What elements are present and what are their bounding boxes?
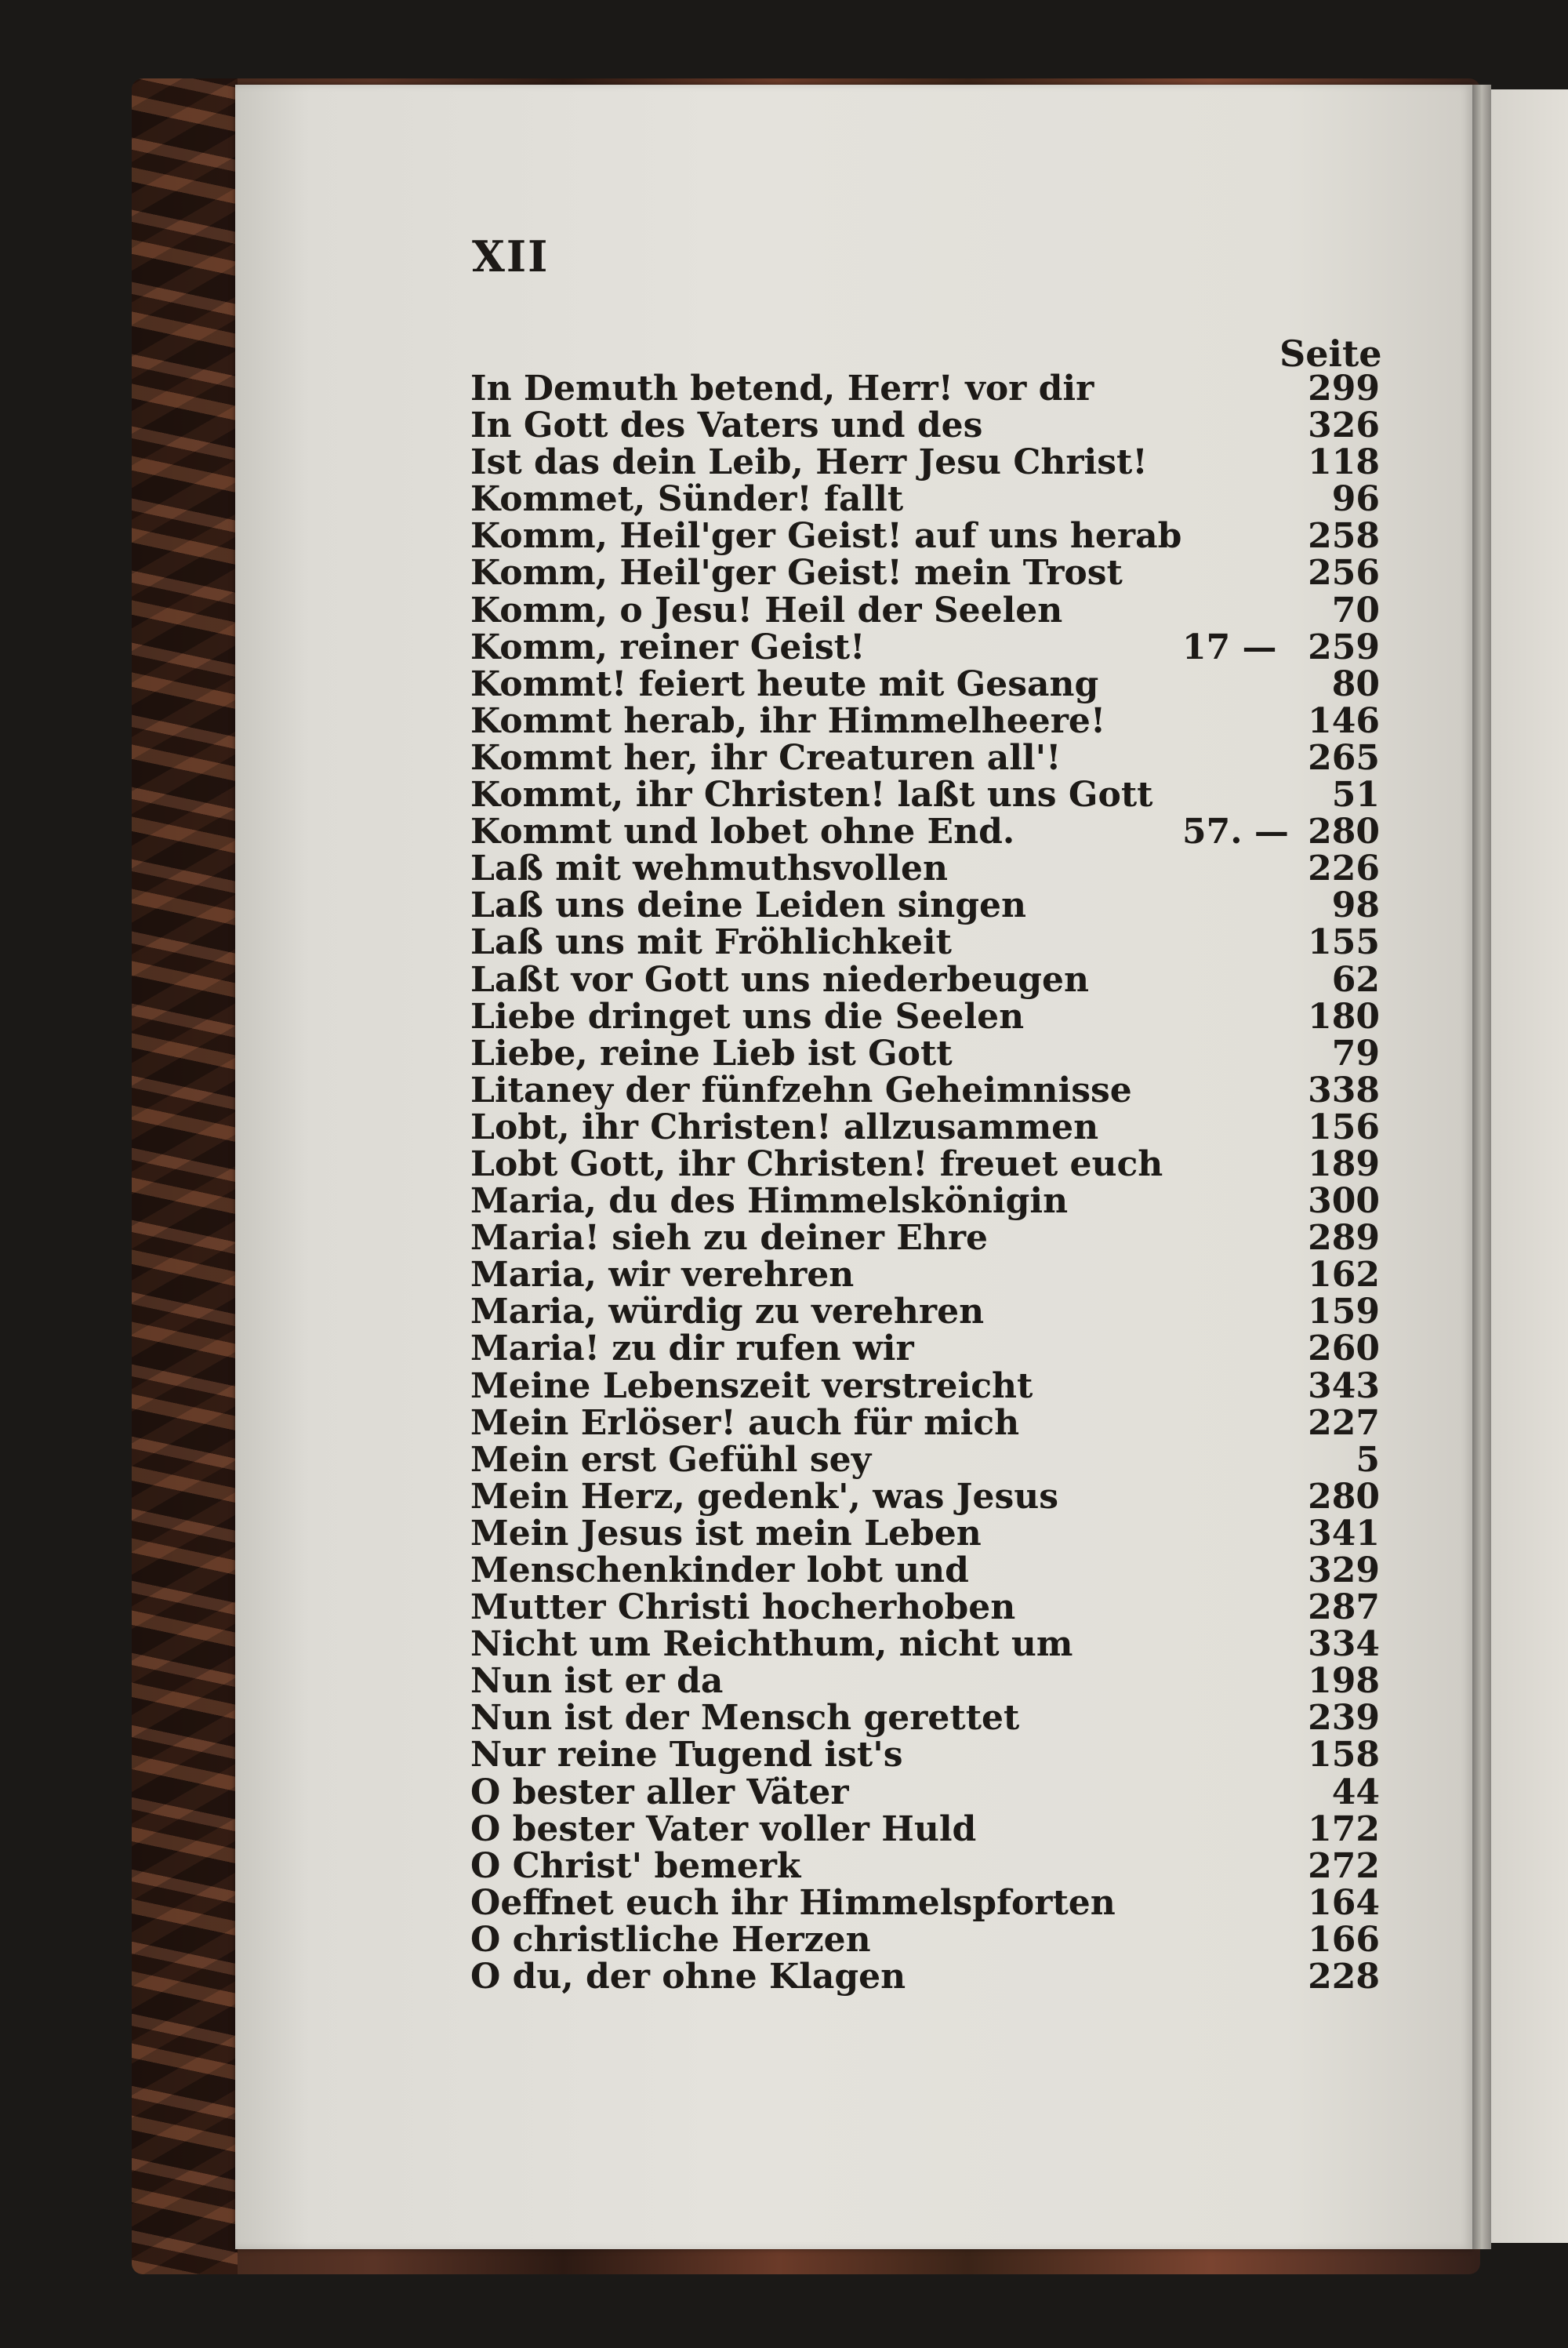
index-entry [470,1845,1380,1886]
entry-title: Laß uns deine Leiden singen [470,885,1026,926]
facing-page-text-fragment [1501,1952,1563,1983]
facing-page-text-fragment [1501,1011,1563,1042]
entry-title: Liebe, reine Lieb ist Gott [470,1033,953,1074]
facing-page-text-fragment [1501,383,1563,415]
entry-page-number: 280 [1308,1476,1380,1517]
facing-page-text-fragment [1501,1262,1563,1293]
index-entry [470,629,1380,666]
facing-page-text-fragment [1501,854,1563,885]
facing-page-text-fragment [1501,1544,1563,1576]
index-entry [470,1735,1380,1776]
entry-title: In Gott des Vaters und des [470,405,983,446]
index-entry [470,1072,1380,1109]
entry-page-number: 98 [1331,885,1380,926]
entry-page-number: 299 [1308,369,1380,409]
facing-page-text-fragment [1501,1764,1563,1795]
facing-page-text-fragment [1501,666,1563,697]
facing-page-text-fragment [1501,1387,1563,1419]
index-entry [470,370,1380,407]
entry-page-number: 256 [1308,553,1380,594]
index-entry [470,961,1380,998]
index-entry [470,1109,1380,1146]
index-entry [470,1958,1380,1995]
index-entry [470,1293,1380,1330]
entry-title: O christliche Herzen [470,1919,871,1960]
entry-page-number: 162 [1308,1255,1380,1296]
entry-title: O bester aller Väter [470,1772,849,1812]
facing-page-text-fragment [1501,697,1563,729]
index-entry [470,775,1380,816]
facing-page-text-fragment [1501,1701,1563,1732]
facing-page-text-fragment [1501,1136,1563,1168]
index-entry [470,1441,1380,1478]
entry-page-number: 118 [1308,442,1380,483]
facing-page-text-fragment [1501,1105,1563,1136]
entry-title: O du, der ohne Klagen [470,1957,906,1997]
entry-page-number: 289 [1308,1218,1380,1259]
entry-title: Komm, reiner Geist! [470,627,866,667]
marbled-cover-edge [132,78,238,2274]
entry-title: Mein Jesus ist mein Leben [470,1513,982,1554]
index-entry [470,1365,1380,1406]
entry-title: Litaney der fünfzehn Geheimnisse [470,1070,1132,1110]
entry-page-number: 265 [1308,737,1380,778]
facing-page-text-fragment [1501,980,1563,1011]
entry-page-number: 146 [1308,700,1380,741]
index-entry [470,924,1380,961]
facing-page-text-fragment [1501,823,1563,854]
entry-page-number: 228 [1308,1957,1380,1997]
facing-page-text-fragment [1501,2203,1563,2234]
facing-page-text-fragment [1501,1638,1563,1670]
entry-title: O bester Vater voller Huld [470,1808,977,1849]
facing-page-text-fragment [1501,1074,1563,1105]
entry-page-number: 260 [1308,1328,1380,1369]
entry-title: Lobt, ihr Christen! allzusammen [470,1107,1099,1147]
facing-page-text-fragment [1501,791,1563,823]
entry-title: Kommt und lobet ohne End. [470,812,1015,852]
facing-page-text-fragment [1501,1576,1563,1607]
facing-page-text-fragment [1501,2015,1563,2046]
index-entry [470,887,1380,924]
index-entry [470,1402,1380,1443]
facing-page-text-fragment [1501,2140,1563,2172]
facing-page-text-fragment [1501,948,1563,980]
entry-verse-ref: 17 — [1182,627,1277,667]
facing-page-text-fragment [1501,917,1563,948]
entry-page-number: 158 [1308,1735,1380,1776]
facing-page-text-fragment [1501,1199,1563,1230]
index-entry [470,1515,1380,1552]
facing-page-text-fragment [1501,2109,1563,2140]
facing-page-text-fragment [1501,1826,1563,1858]
facing-page-text-fragment [1501,509,1563,540]
entry-title: Komm, Heil'ger Geist! auf uns herab [470,516,1182,557]
page-column-header: Seite [1279,333,1382,375]
index-entry [470,1626,1380,1663]
index-entry [470,1330,1380,1367]
entry-page-number: 227 [1308,1402,1380,1443]
entry-page-number: 198 [1308,1661,1380,1702]
index-entry [470,1035,1380,1072]
facing-page-text-fragment [1501,446,1563,478]
entry-page-number: 166 [1308,1919,1380,1960]
facing-page-text-fragment [1501,1513,1563,1544]
index-entry [470,1661,1380,1702]
entry-title: Meine Lebenszeit verstreicht [470,1365,1033,1406]
facing-page-text-fragment [1501,634,1563,666]
index-entry [470,1181,1380,1222]
entry-title: Kommt, ihr Christen! laßt uns Gott [470,775,1153,816]
facing-page-text-fragment [1501,1356,1563,1387]
index-entry [470,813,1380,850]
page-number: XII [472,231,550,282]
entry-page-number: 239 [1308,1698,1380,1739]
entry-title: Ist das dein Leib, Herr Jesu Christ! [470,442,1148,483]
entry-title: Laß mit wehmuthsvollen [470,849,948,889]
entry-page-number: 300 [1308,1181,1380,1222]
entry-title: Komm, o Jesu! Heil der Seelen [470,590,1063,631]
entry-page-number: 189 [1308,1143,1380,1184]
facing-page-text-fragment [1501,415,1563,446]
entry-title: Maria, würdig zu verehren [470,1292,985,1332]
entry-page-number: 343 [1308,1365,1380,1406]
facing-page-text-fragment [1501,603,1563,634]
index-entry [470,700,1380,741]
index-entry [470,1589,1380,1626]
entry-title: Maria, wir verehren [470,1255,855,1296]
facing-page-text-fragment [1501,1607,1563,1638]
index-entry [470,1552,1380,1589]
entry-title: Liebe dringet uns die Seelen [470,996,1025,1037]
index-entry [470,663,1380,704]
entry-page-number: 280 [1308,812,1380,852]
facing-page-text-fragment [1501,572,1563,603]
book-gutter [1472,85,1491,2249]
entry-page-number: 272 [1308,1845,1380,1886]
entry-page-number: 70 [1331,590,1380,631]
facing-page-text-fragment [1501,729,1563,760]
facing-page-text-fragment [1501,1670,1563,1701]
facing-page-text-fragment [1501,1921,1563,1952]
entry-page-number: 155 [1308,922,1380,963]
facing-page-text-fragment [1501,2172,1563,2203]
entry-title: Mein Erlöser! auch für mich [470,1402,1020,1443]
index-entry [470,592,1380,629]
entry-title: Mein erst Gefühl sey [470,1439,872,1480]
facing-page-text-fragment [1501,1042,1563,1074]
entry-page-number: 180 [1308,996,1380,1037]
entry-title: Laßt vor Gott uns niederbeugen [470,959,1090,1000]
index-entry [470,1218,1380,1259]
entry-title: Maria! zu dir rufen wir [470,1328,914,1369]
entry-title: Nun ist er da [470,1661,724,1702]
facing-page-text-fragment [1501,760,1563,791]
entry-page-number: 259 [1308,627,1380,667]
facing-page-text-fragment [1501,352,1563,383]
index-entry [470,1698,1380,1739]
entry-page-number: 159 [1308,1292,1380,1332]
index-entry [470,998,1380,1035]
entry-title: Menschenkinder lobt und [470,1550,969,1590]
entry-title: Kommt herab, ihr Himmelheere! [470,700,1106,741]
facing-page-text-fragment [1501,1168,1563,1199]
entry-title: Lobt Gott, ihr Christen! freuet euch [470,1143,1163,1184]
entry-page-number: 226 [1308,849,1380,889]
entry-title: Komm, Heil'ger Geist! mein Trost [470,553,1123,594]
entry-title: Nun ist der Mensch gerettet [470,1698,1020,1739]
facing-page-text-fragment [1501,1795,1563,1826]
entry-page-number: 156 [1308,1107,1380,1147]
facing-page-text-fragment [1501,1230,1563,1262]
entry-page-number: 96 [1331,479,1380,520]
entry-verse-ref: 57. — [1182,812,1289,852]
facing-page-text-fragment [1501,2077,1563,2109]
index-entry [470,481,1380,518]
index-entry [470,737,1380,778]
entry-title: Mein Herz, gedenk', was Jesus [470,1476,1059,1517]
facing-page-text-fragment [1501,2046,1563,2077]
entry-title: Oeffnet euch ihr Himmelspforten [470,1882,1116,1923]
facing-page-text-fragment [1501,1858,1563,1889]
entry-title: Kommt her, ihr Creaturen all'! [470,737,1062,778]
facing-page-text-fragment [1501,1983,1563,2015]
entry-page-number: 338 [1308,1070,1380,1110]
facing-page-text-fragment [1501,1450,1563,1481]
facing-page-edge [1491,89,1568,2243]
index-entry [470,1921,1380,1958]
index-entry [470,1143,1380,1184]
index-list [470,370,1380,1995]
facing-page-text-fragment [1501,540,1563,572]
index-entry [470,444,1380,481]
entry-title: Maria, du des Himmelskönigin [470,1181,1069,1222]
entry-title: Laß uns mit Fröhlichkeit [470,922,952,963]
entry-page-number: 51 [1331,775,1380,816]
entry-page-number: 341 [1308,1513,1380,1554]
index-entry [470,850,1380,887]
entry-title: Mutter Christi hocherhoben [470,1587,1016,1628]
entry-page-number: 329 [1308,1550,1380,1590]
entry-title: Nur reine Tugend ist's [470,1735,903,1776]
facing-page-text-fragment [1501,1293,1563,1325]
entry-title: O Christ' bemerk [470,1845,801,1886]
entry-page-number: 334 [1308,1624,1380,1665]
entry-page-number: 80 [1331,663,1380,704]
index-entry [470,553,1380,594]
entry-title: Nicht um Reichthum, nicht um [470,1624,1073,1665]
index-entry [470,407,1380,444]
facing-page-text-fragment [1501,1481,1563,1513]
index-entry [470,1808,1380,1849]
entry-title: Kommt! feiert heute mit Gesang [470,663,1099,704]
facing-page-text-fragment [1501,1419,1563,1450]
entry-title: Maria! sieh zu deiner Ehre [470,1218,988,1259]
entry-title: Kommet, Sünder! fallt [470,479,904,520]
index-entry [470,1882,1380,1923]
facing-page-text-fragment [1501,1889,1563,1921]
index-entry [470,516,1380,557]
facing-page-text-fragment [1501,1325,1563,1356]
index-entry [470,1774,1380,1811]
facing-page-text-fragment [1501,885,1563,917]
facing-page-text-fragment [1501,1732,1563,1764]
entry-page-number: 164 [1308,1882,1380,1923]
entry-page-number: 79 [1331,1033,1380,1074]
facing-page-text-fragment [1501,2234,1563,2243]
entry-page-number: 258 [1308,516,1380,557]
entry-page-number: 62 [1331,959,1380,1000]
entry-page-number: 287 [1308,1587,1380,1628]
facing-page-text-fragment [1501,478,1563,509]
index-entry [470,1478,1380,1515]
entry-title: In Demuth betend, Herr! vor dir [470,369,1094,409]
entry-page-number: 5 [1356,1439,1380,1480]
entry-page-number: 44 [1331,1772,1380,1812]
entry-page-number: 172 [1308,1808,1380,1849]
entry-page-number: 326 [1308,405,1380,446]
index-entry [470,1255,1380,1296]
